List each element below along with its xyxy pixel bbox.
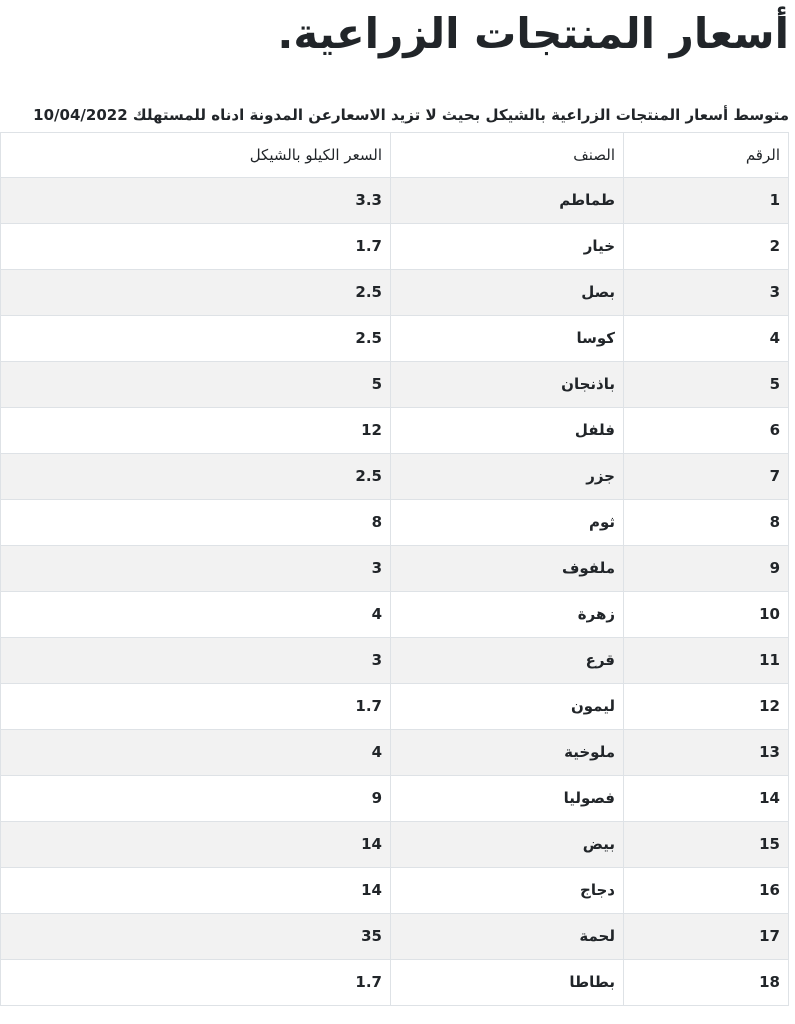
cell-price: 1.7 xyxy=(1,960,391,1006)
cell-number: 18 xyxy=(624,960,789,1006)
table-row xyxy=(1,546,789,592)
table-row xyxy=(1,362,789,408)
cell-item: كوسا xyxy=(391,316,624,362)
table-row xyxy=(1,178,789,224)
cell-price: 4 xyxy=(1,592,391,638)
header-item: الصنف xyxy=(391,133,624,178)
cell-price: 8 xyxy=(1,500,391,546)
cell-price: 4 xyxy=(1,730,391,776)
table-row xyxy=(1,316,789,362)
cell-price: 35 xyxy=(1,914,391,960)
table-row xyxy=(1,868,789,914)
cell-item: ليمون xyxy=(391,684,624,730)
page-subtitle: متوسط أسعار المنتجات الزراعية بالشيكل بحيث لا تزيد الاسعارعن المدونة ادناه للمستهلك 10/04/2022 xyxy=(33,106,789,124)
table-header-row xyxy=(1,133,789,178)
cell-price: 1.7 xyxy=(1,684,391,730)
cell-item: طماطم xyxy=(391,178,624,224)
table-row xyxy=(1,592,789,638)
table-header xyxy=(1,133,789,178)
prices-table-container xyxy=(0,132,789,1016)
cell-item: قرع xyxy=(391,638,624,684)
cell-number: 8 xyxy=(624,500,789,546)
cell-item: بصل xyxy=(391,270,624,316)
table-row xyxy=(1,776,789,822)
cell-price: 14 xyxy=(1,822,391,868)
cell-number: 7 xyxy=(624,454,789,500)
table-row xyxy=(1,960,789,1006)
cell-item: دجاج xyxy=(391,868,624,914)
cell-number: 3 xyxy=(624,270,789,316)
table-row xyxy=(1,500,789,546)
table-row xyxy=(1,454,789,500)
cell-price: 14 xyxy=(1,868,391,914)
cell-item: بطاطا xyxy=(391,960,624,1006)
cell-item: ملفوف xyxy=(391,546,624,592)
prices-table xyxy=(0,132,789,1006)
cell-number: 17 xyxy=(624,914,789,960)
cell-item: فلفل xyxy=(391,408,624,454)
table-row xyxy=(1,914,789,960)
cell-item: لحمة xyxy=(391,914,624,960)
cell-item: زهرة xyxy=(391,592,624,638)
table-row xyxy=(1,408,789,454)
cell-number: 5 xyxy=(624,362,789,408)
cell-price: 3 xyxy=(1,546,391,592)
table-row xyxy=(1,638,789,684)
cell-item: جزر xyxy=(391,454,624,500)
cell-number: 6 xyxy=(624,408,789,454)
cell-number: 15 xyxy=(624,822,789,868)
table-row xyxy=(1,224,789,270)
cell-price: 9 xyxy=(1,776,391,822)
table-row xyxy=(1,730,789,776)
cell-number: 10 xyxy=(624,592,789,638)
table-row xyxy=(1,270,789,316)
cell-price: 1.7 xyxy=(1,224,391,270)
cell-price: 3 xyxy=(1,638,391,684)
cell-number: 11 xyxy=(624,638,789,684)
cell-number: 9 xyxy=(624,546,789,592)
header-number: الرقم xyxy=(624,133,789,178)
cell-item: ثوم xyxy=(391,500,624,546)
table-row xyxy=(1,684,789,730)
cell-number: 2 xyxy=(624,224,789,270)
cell-item: باذنجان xyxy=(391,362,624,408)
cell-item: فصوليا xyxy=(391,776,624,822)
cell-number: 12 xyxy=(624,684,789,730)
cell-price: 2.5 xyxy=(1,454,391,500)
cell-price: 2.5 xyxy=(1,316,391,362)
cell-price: 2.5 xyxy=(1,270,391,316)
cell-number: 14 xyxy=(624,776,789,822)
cell-item: ملوخية xyxy=(391,730,624,776)
cell-number: 13 xyxy=(624,730,789,776)
cell-number: 1 xyxy=(624,178,789,224)
cell-item: بيض xyxy=(391,822,624,868)
cell-number: 4 xyxy=(624,316,789,362)
table-body xyxy=(1,178,789,1006)
table-row xyxy=(1,822,789,868)
cell-price: 12 xyxy=(1,408,391,454)
cell-price: 5 xyxy=(1,362,391,408)
page-title: أسعار المنتجات الزراعية. xyxy=(277,9,789,58)
cell-price: 3.3 xyxy=(1,178,391,224)
cell-number: 16 xyxy=(624,868,789,914)
cell-item: خيار xyxy=(391,224,624,270)
header-price: السعر الكيلو بالشيكل xyxy=(1,133,391,178)
